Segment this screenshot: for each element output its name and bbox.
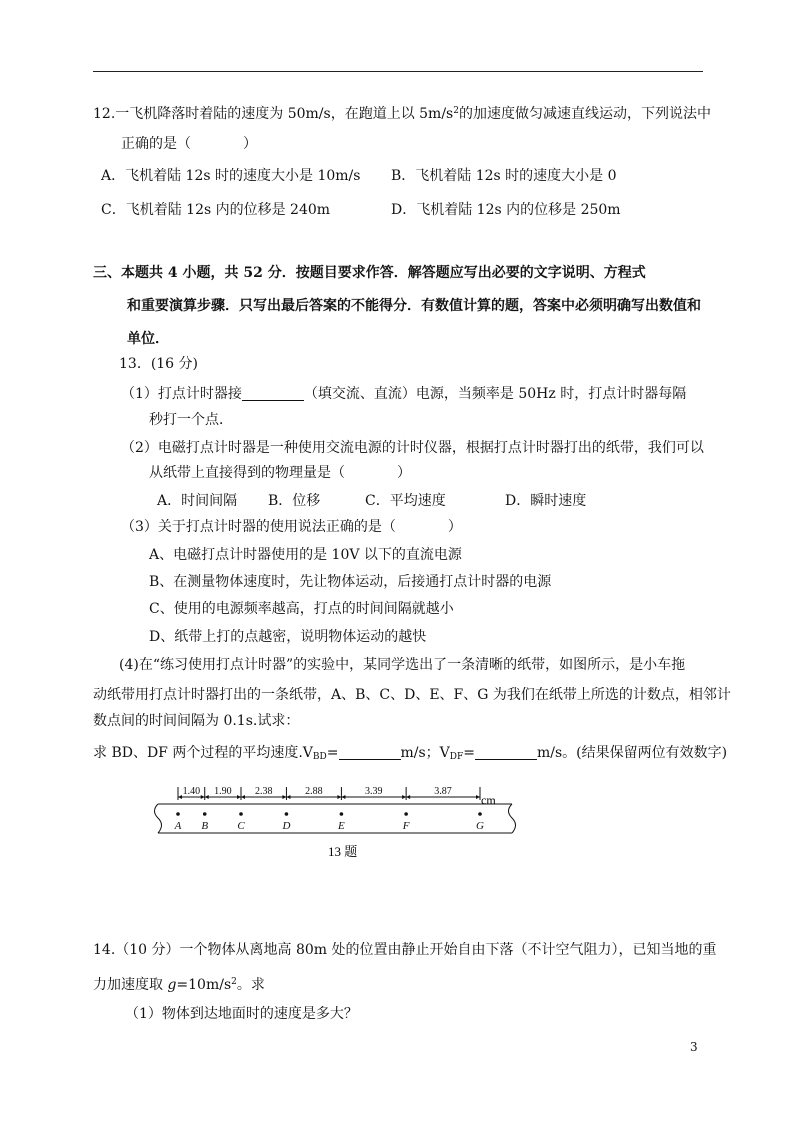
tape-dot-G <box>478 812 482 816</box>
q13-part2-line1: （2）电磁打点计时器是一种使用交流电源的计时仪器，根据打点计时器打出的纸带，我们可以 <box>121 440 704 456</box>
q13-part2-line2: 从纸带上直接得到的物理量是（ ） <box>149 465 411 481</box>
q12-option-a: A．飞机着陆 12s 时的速度大小是 10m/s <box>101 168 361 184</box>
q13-part2-option-d: D．瞬时速度 <box>505 493 587 509</box>
tape-dot-B <box>203 812 207 816</box>
q13-part4-line1: (4)在“练习使用打点计时器”的实验中，某同学选出了一条清晰的纸带，如图所示，是小车拖 <box>119 657 686 673</box>
tape-dot-A <box>176 812 180 816</box>
arrowhead <box>178 795 182 799</box>
arrowhead <box>282 795 286 799</box>
tape-outline <box>155 804 516 833</box>
point-label-A: A <box>174 820 182 832</box>
point-label-B: B <box>201 820 209 832</box>
q12-stem-line2: 正确的是（ ） <box>121 136 257 152</box>
arrowhead <box>341 795 345 799</box>
q13-part3-stem: （3）关于打点计时器的使用说法正确的是（ ） <box>121 519 462 535</box>
q12-option-d: D．飞机着陆 12s 内的位移是 250m <box>391 202 621 218</box>
q13-header: 13．(16 分) <box>119 356 199 372</box>
q12-stem-line1: 12.一飞机降落时着陆的速度为 50m/s，在跑道上以 $5m/s^2$的加速度做匀减速直线运动，下列说法中 <box>93 106 711 122</box>
q14-line2: 力加速度取 $g=10m/s^2$。求 <box>93 977 265 993</box>
header-rule <box>93 71 703 72</box>
q13-part4-line3: 数点间的时间间隔为 0.1s.试求： <box>93 713 300 729</box>
section3-line3: 单位． <box>127 331 169 347</box>
unit-label: cm <box>481 793 496 807</box>
q13-part1-line2: 秒打一个点． <box>149 412 233 428</box>
arrowhead <box>476 795 480 799</box>
q13-part3-option-a: A、电磁打点计时器使用的是 10V 以下的直流电源 <box>149 547 462 563</box>
arrowhead <box>237 795 241 799</box>
segment-label: 3.39 <box>365 786 383 797</box>
point-label-C: C <box>237 820 245 832</box>
q14-part1: （1）物体到达地面时的速度是多大？ <box>125 1006 358 1022</box>
segment-label: 3.87 <box>434 786 452 797</box>
arrowhead <box>205 795 209 799</box>
q13-part2-option-b: B．位移 <box>268 493 321 509</box>
point-label-F: F <box>402 820 410 832</box>
segment-label: 1.90 <box>214 786 232 797</box>
tape-dot-E <box>340 812 344 816</box>
ticker-tape-figure <box>150 780 522 862</box>
arrowhead <box>337 795 341 799</box>
tape-dot-D <box>285 812 289 816</box>
page-number: 3 <box>690 1040 698 1054</box>
segment-label: 1.40 <box>182 786 201 797</box>
q13-part3-option-d: D、纸带上打的点越密，说明物体运动的越快 <box>149 629 427 645</box>
q12-option-b: B．飞机着陆 12s 时的速度大小是 0 <box>391 168 617 184</box>
arrowhead <box>241 795 245 799</box>
q13-part3-option-b: B、在测量物体速度时，先让物体运动，后接通打点计时器的电源 <box>149 574 552 590</box>
q13-part3-option-c: C、使用的电源频率越高，打点的时间间隔就越小 <box>149 601 454 617</box>
point-label-G: G <box>476 820 484 832</box>
q14-line1: 14.（10 分）一个物体从离地高 80m 处的位置由静止开始自由下落（不计空气阻力），已知当地的重 <box>93 942 717 958</box>
q13-part1-line1: （1）打点计时器接 （填交流、直流）电源，当频率是 50Hz 时，打点计时器每隔 <box>121 386 687 402</box>
figure-caption: 13 题 <box>328 844 358 859</box>
section3-line1: 三、本题共 4 小题，共 52 分．按题目要求作答．解答题应写出必要的文字说明、方程式 <box>93 265 646 281</box>
point-label-E: E <box>338 820 345 832</box>
segment-label: 2.88 <box>305 786 323 797</box>
section3-line2: 和重要演算步骤．只写出最后答案的不能得分．有数值计算的题，答案中必须明确写出数值和 <box>127 298 701 314</box>
q13-part4-question: 求 BD、DF 两个过程的平均速度$.V_{BD}= m/s$；$V_{DF}= m/s$。(结果保留两位有效数字) <box>93 745 728 762</box>
arrowhead <box>406 795 410 799</box>
arrowhead <box>286 795 290 799</box>
arrowhead <box>201 795 205 799</box>
q13-part4-line2: 动纸带用打点计时器打出的一条纸带，A、B、C、D、E、F、G 为我们在纸带上所选的计数点，相邻计 <box>93 687 731 703</box>
arrowhead <box>402 795 406 799</box>
segment-label: 2.38 <box>254 786 273 797</box>
q12-option-c: C．飞机着陆 12s 内的位移是 240m <box>101 202 331 218</box>
tape-dot-C <box>239 812 243 816</box>
point-label-D: D <box>282 820 291 832</box>
tape-dot-F <box>404 812 408 816</box>
q13-part2-option-c: C．平均速度 <box>365 493 446 509</box>
q13-part2-option-a: A．时间间隔 <box>157 493 238 509</box>
